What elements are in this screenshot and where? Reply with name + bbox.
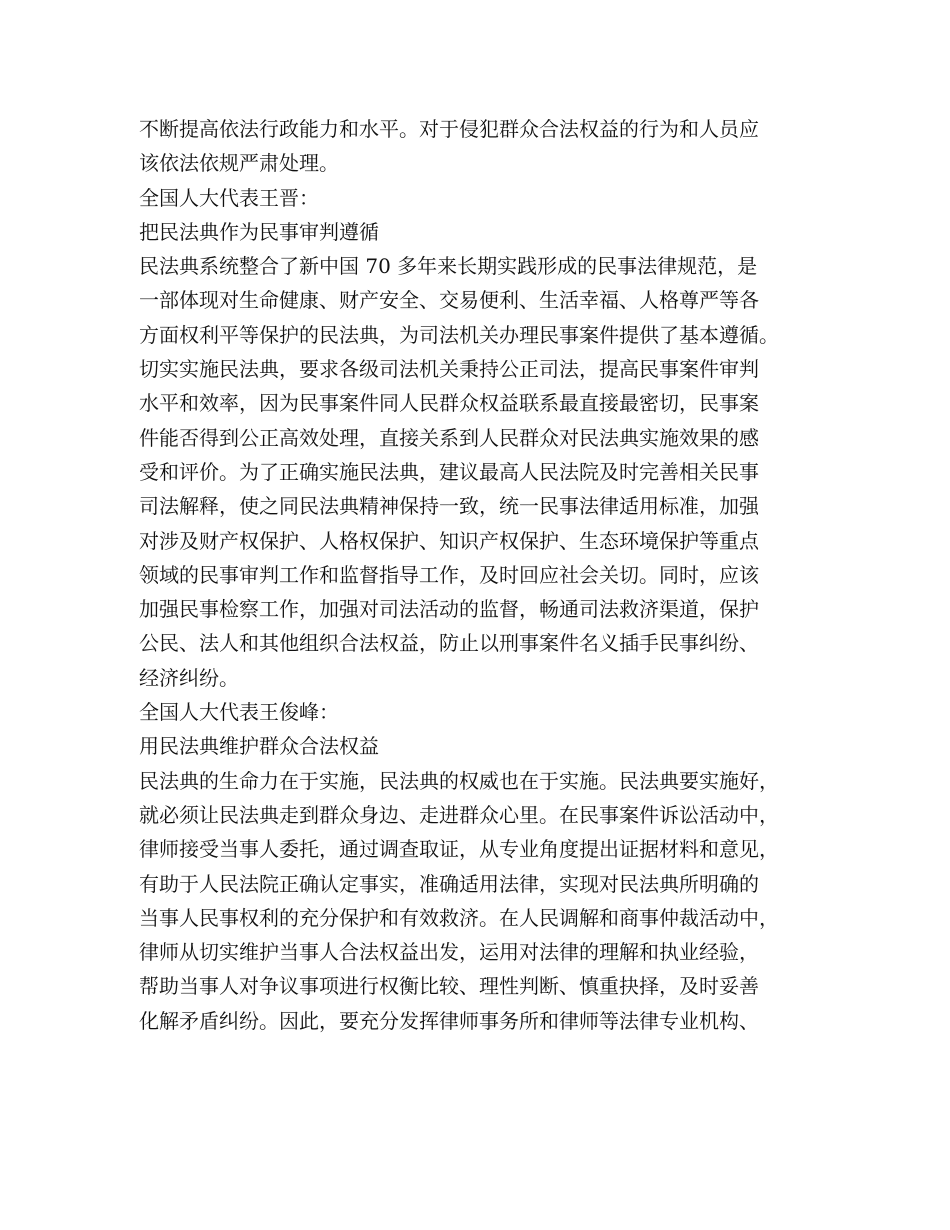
- text-line: 司法解释，使之同民法典精神保持一致，统一民事法律适用标准，加强: [139, 494, 759, 519]
- document-body: [139, 112, 829, 1038]
- text-line: 经济纠纷。: [139, 665, 239, 690]
- text-line: 民法典的生命力在于实施，民法典的权威也在于实施。民法典要实施好，: [139, 768, 779, 793]
- text-line: 帮助当事人对争议事项进行权衡比较、理性判断、慎重抉择，及时妥善: [139, 974, 759, 999]
- section-title: 把民法典作为民事审判遵循: [139, 219, 379, 244]
- text-line: 律师接受当事人委托，通过调查取证，从专业角度提出证据材料和意见，: [139, 837, 779, 862]
- text-line: 受和评价。为了正确实施民法典，建议最高人民法院及时完善相关民事: [139, 459, 759, 484]
- text-line: 水平和效率，因为民事案件同人民群众权益联系最直接最密切，民事案: [139, 391, 759, 416]
- text-line: 当事人民事权利的充分保护和有效救济。在人民调解和商事仲裁活动中，: [139, 905, 779, 930]
- text-line: 该依法依规严肃处理。: [139, 151, 339, 176]
- text-line: 有助于人民法院正确认定事实，准确适用法律，实现对民法典所明确的: [139, 871, 759, 896]
- text-line: 不断提高依法行政能力和水平。对于侵犯群众合法权益的行为和人员应: [139, 117, 759, 141]
- text-line: 对涉及财产权保护、人格权保护、知识产权保护、生态环境保护等重点: [139, 528, 759, 553]
- text-line: 加强民事检察工作，加强对司法活动的监督，畅通司法救济渠道，保护: [139, 597, 759, 622]
- text-line: 方面权利平等保护的民法典，为司法机关办理民事案件提供了基本遵循。: [139, 322, 779, 347]
- text-line: 切实实施民法典，要求各级司法机关秉持公正司法，提高民事案件审判: [139, 357, 759, 382]
- speaker-heading: 全国人大代表王俊峰：: [139, 700, 339, 725]
- speaker-heading: 全国人大代表王晋：: [139, 185, 319, 210]
- text-line: 公民、法人和其他组织合法权益，防止以刑事案件名义插手民事纠纷、: [139, 631, 759, 656]
- text-line: 领域的民事审判工作和监督指导工作，及时回应社会关切。同时，应该: [139, 562, 759, 587]
- text-line: 件能否得到公正高效处理，直接关系到人民群众对民法典实施效果的感: [139, 425, 759, 450]
- text-line: 就必须让民法典走到群众身边、走进群众心里。在民事案件诉讼活动中，: [139, 802, 779, 827]
- section-title: 用民法典维护群众合法权益: [139, 734, 379, 759]
- text-line: 化解矛盾纠纷。因此，要充分发挥律师事务所和律师等法律专业机构、: [139, 1008, 759, 1033]
- text-line: 一部体现对生命健康、财产安全、交易便利、生活幸福、人格尊严等各: [139, 288, 759, 313]
- text-line: 民法典系统整合了新中国 70 多年来长期实践形成的民事法律规范，是: [139, 254, 758, 279]
- text-line: 律师从切实维护当事人合法权益出发，运用对法律的理解和执业经验，: [139, 940, 759, 965]
